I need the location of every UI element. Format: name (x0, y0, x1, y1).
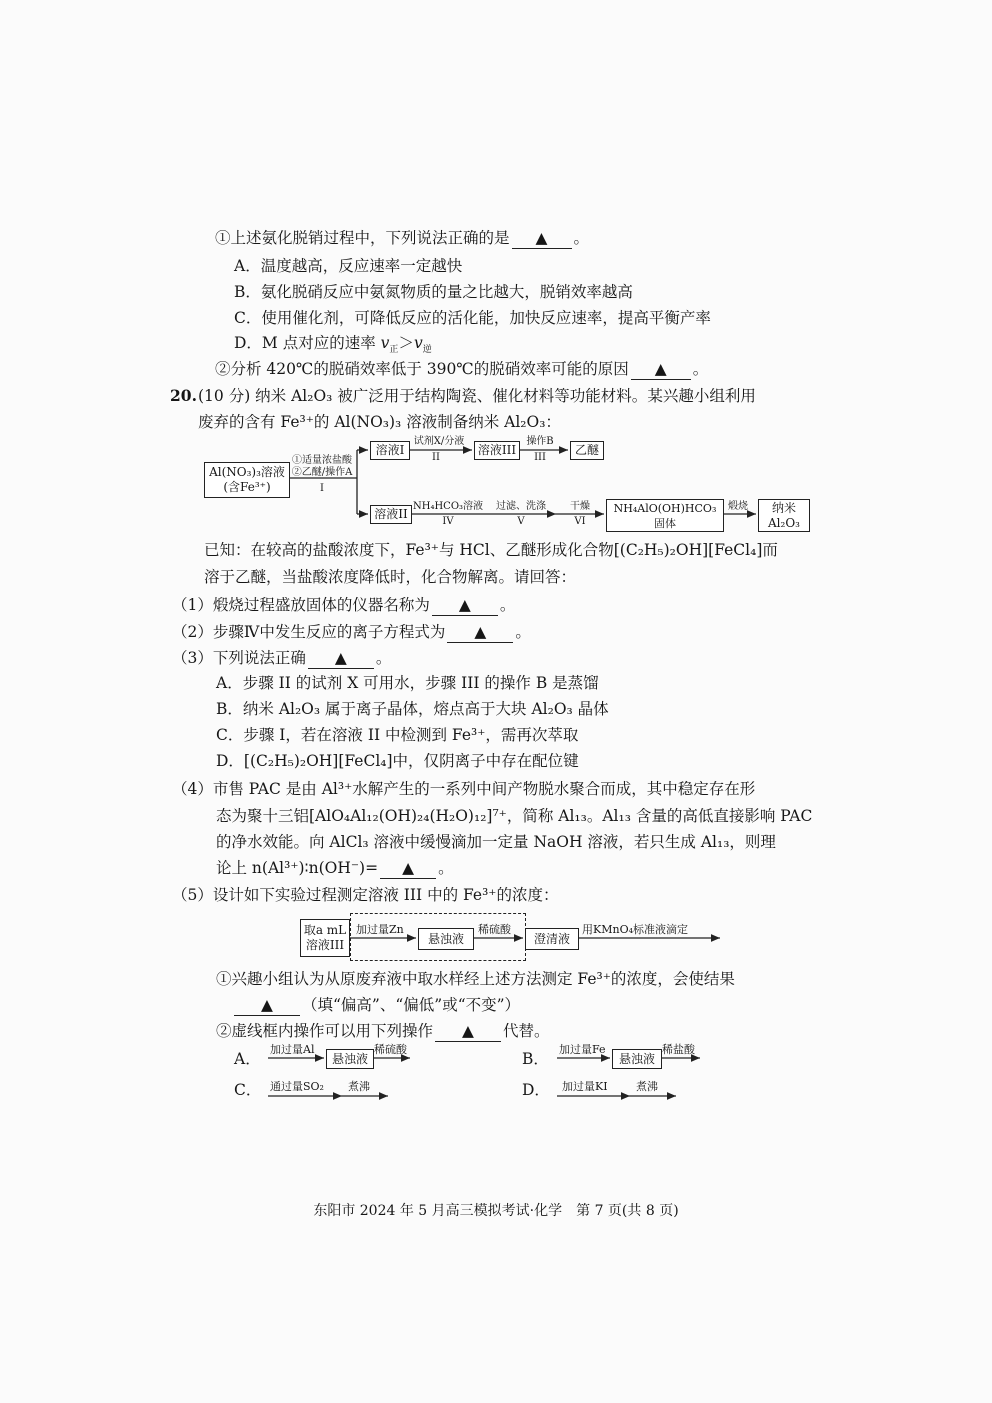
flow-step6-label: 干燥 (570, 501, 590, 512)
flow-step1-num: I (320, 483, 324, 494)
part-3-option-d: D．[(C₂H₅)₂OH][FeCl₄]中，仅阴离子中存在配位键 (216, 752, 579, 770)
part-5-1-line2 (232, 995, 520, 1016)
q19-q2-text: ②分析 420℃的脱硝效率低于 390℃的脱硝效率可能的原因 (215, 360, 629, 378)
option-d-arrow1: 加过量KI (562, 1080, 608, 1093)
flow-step6-num: VI (574, 516, 586, 527)
part-1-end: 。 (499, 596, 516, 614)
part-5-1-hint: （填“偏高”、“偏低”或“不变”） (302, 996, 521, 1014)
velocity-symbol: v (413, 334, 423, 352)
part-5-2-end: 代替。 (503, 1022, 550, 1040)
part-4-line3: 的净水效能。向 AlCl₃ 溶液中缓慢滴加一定量 NaOH 溶液，若只生成 Al₁₃，则理 (216, 833, 776, 851)
q19-option-a: A．温度越高，反应速率一定越快 (234, 257, 463, 275)
flow-step1-line2: ②乙醚/操作A (291, 467, 353, 478)
flow-solution-2: 溶液II (370, 505, 412, 524)
option-c-arrow1: 通过量SO₂ (270, 1080, 324, 1093)
answer-blank[interactable]: ▲ (512, 228, 572, 249)
flow-step5-label: 过滤、洗涤 (496, 501, 546, 512)
part-4-line4 (216, 858, 454, 879)
q19-option-c: C．使用催化剂，可降低反应的活化能，加快反应速率，提高平衡产率 (234, 309, 711, 327)
option-a-arrow1: 加过量Al (270, 1043, 315, 1056)
part-5-2 (216, 1021, 550, 1042)
option-c-arrow2: 煮沸 (348, 1080, 370, 1093)
option-d-label: D． (522, 1081, 550, 1099)
flow-product-box (758, 499, 810, 532)
flow-start-box (204, 462, 290, 498)
option-b-box: 悬浊液 (612, 1049, 662, 1069)
velocity-sub-forward: 正 (389, 345, 399, 356)
q19-q1-end: 。 (573, 229, 590, 247)
flow-step3-label: 操作B (526, 436, 554, 447)
part-4-end: 。 (438, 859, 454, 877)
flow2-arrow1-label: 加过量Zn (356, 923, 404, 936)
flow-step2-label: 试剂X/分液 (413, 436, 465, 447)
part-4-line2: 态为聚十三铝[AlO₄Al₁₂(OH)₂₄(H₂O)₁₂]⁷⁺，简称 Al₁₃。Al₁₃ 含量的高低直接影响 PAC (216, 807, 813, 825)
part-5-2-text: ②虚线框内操作可以用下列操作 (216, 1022, 434, 1040)
flow-ether-box: 乙醚 (570, 441, 604, 460)
flow2-box1-line1: 取a mL (303, 923, 347, 937)
flow-step4-label: NH₄HCO₃溶液 (412, 501, 484, 512)
answer-blank[interactable]: ▲ (380, 858, 436, 879)
answer-blank[interactable]: ▲ (447, 622, 513, 643)
part-3-text: （3）下列说法正确 (172, 649, 306, 667)
flow-start-line1: Al(NO₃)₃溶液 (209, 465, 285, 479)
flow2-arrow2-label: 稀硫酸 (478, 923, 511, 936)
flow-product-line1: 纳米 (771, 500, 796, 515)
option-b-arrow2: 稀盐酸 (662, 1043, 695, 1056)
page-footer: 东阳市 2024 年 5 月高三模拟考试·化学 第 7 页(共 8 页) (313, 1203, 679, 1219)
flow-solid-line1: NH₄AlO(OH)HCO₃ (613, 501, 717, 515)
part-4-line1: （4）市售 PAC 是由 Al³⁺水解产生的一系列中间产物脱水聚合而成，其中稳定存在形 (172, 780, 756, 798)
part-5: （5）设计如下实验过程测定溶液 III 中的 Fe³⁺的浓度： (172, 886, 559, 904)
answer-blank[interactable]: ▲ (435, 1021, 501, 1042)
part-1 (172, 595, 515, 616)
part-5-1-line1: ①兴趣小组认为从原废弃液中取水样经上述方法测定 Fe³⁺的浓度，会使结果 (216, 970, 735, 988)
q19-option-b: B．氨化脱硝反应中氨氮物质的量之比越大，脱销效率越高 (234, 283, 633, 301)
flow2-clear-box: 澄清液 (525, 928, 579, 950)
answer-blank[interactable]: ▲ (631, 359, 691, 380)
option-d-arrow2: 煮沸 (636, 1080, 658, 1093)
flow-step2-num: II (432, 452, 440, 463)
part-2-text: （2）步骤Ⅳ中发生反应的离子方程式为 (172, 623, 446, 641)
velocity-symbol: v (380, 334, 390, 352)
flow2-sample-box (300, 919, 350, 957)
q19-q1-text: ①上述氨化脱销过程中，下列说法正确的是 (215, 229, 510, 247)
part-3-option-b: B．纳米 Al₂O₃ 属于离子晶体，熔点高于大块 Al₂O₃ 晶体 (216, 700, 609, 718)
flow2-box1-line2: 溶液III (305, 938, 345, 952)
flow-solid-box (606, 499, 724, 532)
option-a-arrow2: 稀硫酸 (374, 1043, 407, 1056)
part-2-end: 。 (515, 623, 531, 641)
flow-step1-label (288, 455, 356, 479)
q19-opt-d-text: D．M 点对应的速率 (234, 334, 381, 352)
q20-intro-line1: (10 分) 纳米 Al₂O₃ 被广泛用于结构陶瓷、催化材料等功能材料。某兴趣小组利用 (198, 387, 756, 405)
greater-sign: ＞ (398, 334, 414, 352)
part-3-option-a: A．步骤 II 的试剂 X 可用水，步骤 III 的操作 B 是蒸馏 (216, 674, 599, 692)
flow-product-line2: Al₂O₃ (768, 515, 800, 530)
option-c-label: C． (234, 1081, 262, 1099)
flow2-arrow3-label: 用KMnO₄标准液滴定 (582, 923, 688, 936)
part-1-text: （1）煅烧过程盛放固体的仪器名称为 (172, 596, 430, 614)
flow2-suspension-box: 悬浊液 (418, 928, 474, 950)
flow-solution-1: 溶液I (370, 441, 410, 460)
flow-step3-num: III (534, 452, 546, 463)
flow-step5-num: V (517, 516, 525, 527)
part-3-end: 。 (375, 649, 392, 667)
part-3-option-c: C．步骤 I，若在溶液 II 中检测到 Fe³⁺，需再次萃取 (216, 726, 579, 744)
flow-solution-3: 溶液III (474, 441, 520, 460)
answer-blank[interactable]: ▲ (234, 995, 300, 1016)
flow-step7-label: 煅烧 (728, 501, 748, 512)
flow-step1-line1: ①适量浓盐酸 (292, 455, 352, 466)
option-a-box: 悬浊液 (326, 1049, 374, 1069)
flow-step4-num: IV (442, 516, 454, 527)
flow-start-line2: (含Fe³⁺) (223, 480, 271, 494)
q20-intro-line2: 废弃的含有 Fe³⁺的 Al(NO₃)₃ 溶液制备纳米 Al₂O₃： (198, 413, 561, 431)
known-line1: 已知：在较高的盐酸浓度下，Fe³⁺与 HCl、乙醚形成化合物[(C₂H₅)₂OH][FeCl₄]而 (204, 541, 778, 559)
answer-blank[interactable]: ▲ (432, 595, 498, 616)
option-a-label: A． (234, 1050, 261, 1068)
part-2 (172, 622, 531, 643)
part-3 (172, 648, 391, 669)
q19-q2-end: 。 (692, 360, 709, 378)
option-b-label: B． (522, 1050, 549, 1068)
q20-number: 20. (170, 386, 197, 405)
flow-solid-line2: 固体 (654, 516, 676, 530)
part-4-line4-text: 论上 n(Al³⁺)∶n(OH⁻)= (216, 859, 379, 877)
option-b-arrow1: 加过量Fe (559, 1043, 606, 1056)
known-line2: 溶于乙醚，当盐酸浓度降低时，化合物解离。请回答： (204, 568, 577, 586)
velocity-sub-reverse: 逆 (422, 345, 432, 356)
answer-blank[interactable]: ▲ (308, 648, 374, 669)
